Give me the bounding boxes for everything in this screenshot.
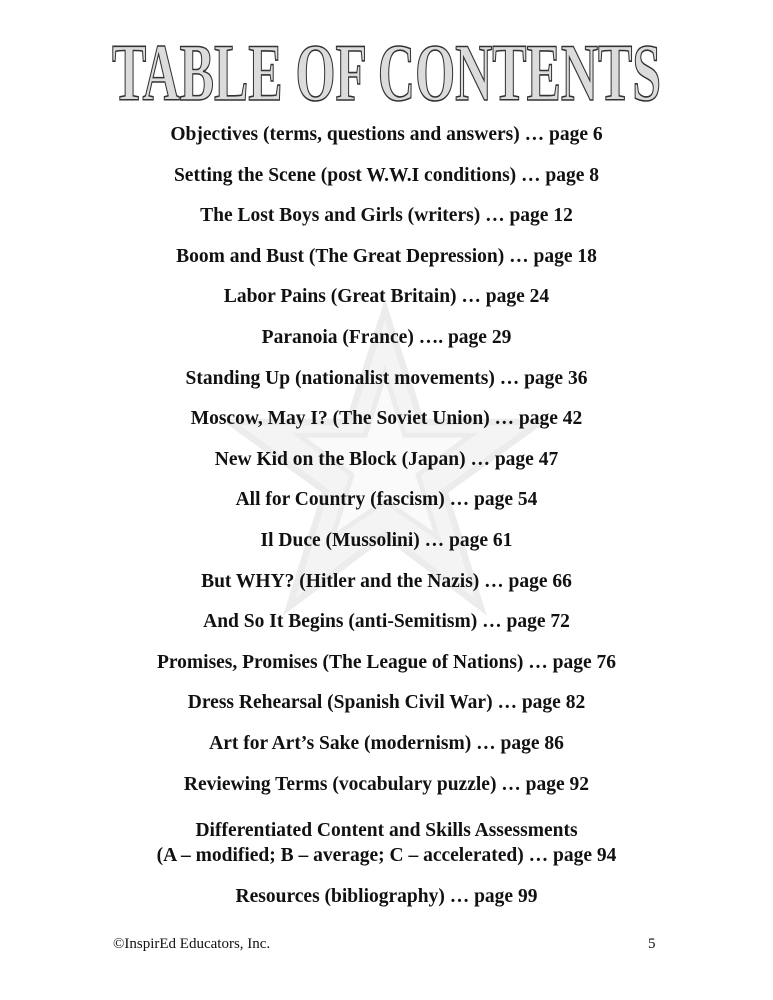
- toc-entry-assessments-line2: (A – modified; B – average; C – accelerated) … page 94: [156, 845, 617, 866]
- toc-entry: Objectives (terms, questions and answers) … page 6: [170, 124, 603, 145]
- toc-entry: Labor Pains (Great Britain) … page 24: [223, 286, 550, 308]
- toc-entry: But WHY? (Hitler and the Nazis) … page 66: [201, 570, 572, 592]
- footer-page-number: 5: [648, 936, 656, 952]
- toc-entry: Art for Art’s Sake (modernism) … page 86: [209, 733, 564, 754]
- toc-entry: New Kid on the Block (Japan) … page 47: [214, 448, 559, 470]
- toc-entry: All for Country (fascism) … page 54: [235, 489, 538, 511]
- toc-entry: Paranoia (France) …. page 29: [261, 327, 512, 348]
- toc-entry: Moscow, May I? (The Soviet Union) … page 42: [190, 408, 583, 430]
- toc-entry: Boom and Bust (The Great Depression) … page 18: [176, 245, 597, 267]
- toc-entry: Reviewing Terms (vocabulary puzzle) … page 92: [183, 773, 590, 795]
- page-title: [110, 30, 663, 110]
- toc-entry: Il Duce (Mussolini) … page 61: [260, 530, 513, 551]
- toc-entry: Setting the Scene (post W.W.I conditions) … page 8: [173, 164, 600, 186]
- toc-entry: The Lost Boys and Girls (writers) … page 12: [200, 205, 573, 227]
- toc-entry: And So It Begins (anti-Semitism) … page 72: [203, 611, 570, 633]
- toc-entry: Promises, Promises (The League of Nations) … page 76: [156, 651, 617, 673]
- toc-entry-assessments-line1: Differentiated Content and Skills Assessments: [195, 820, 578, 841]
- toc-entry-resources: Resources (bibliography) … page 99: [235, 886, 538, 907]
- footer-copyright: ©InspirEd Educators, Inc.: [113, 936, 271, 952]
- toc-entry: Dress Rehearsal (Spanish Civil War) … page 82: [187, 692, 586, 714]
- toc-entry: Standing Up (nationalist movements) … page 36: [185, 367, 588, 389]
- svg-text:TABLE OF CONTENTS: TABLE OF CONTENTS: [112, 30, 661, 110]
